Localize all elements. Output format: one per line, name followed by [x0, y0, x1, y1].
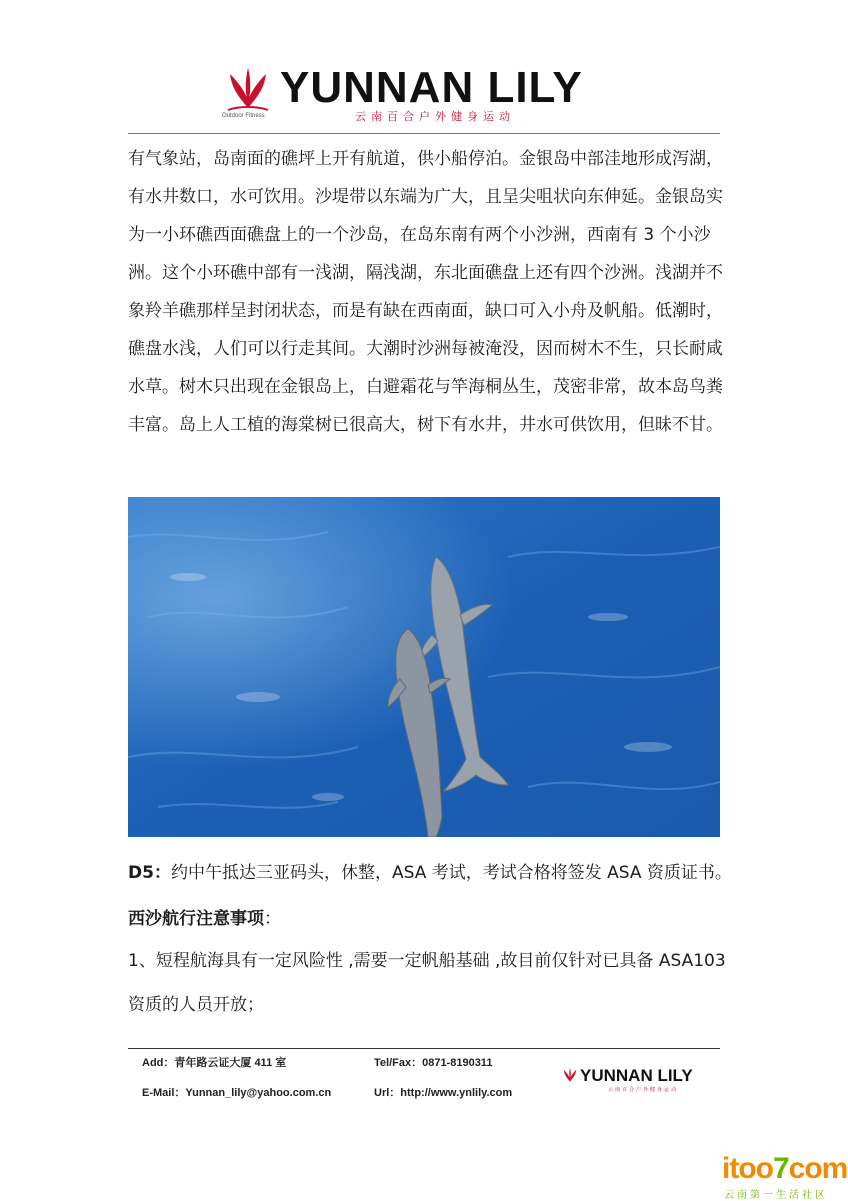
d5-text: 约中午抵达三亚码头，休整，ASA 考试，考试合格将签发 ASA 资质证书。 — [170, 863, 732, 883]
body-line: 象羚羊礁那样呈封闭状态，而是有缺在西南面，缺口可入小舟及帆船。低潮时， — [128, 301, 723, 321]
footer-address: Add：青年路云证大厦 411 室 — [142, 1057, 287, 1069]
footer-divider — [128, 1048, 720, 1049]
footer-email: E-Mail：Yunnan_lily@yahoo.com.cn — [142, 1087, 332, 1099]
d5-label: D5： — [128, 863, 171, 883]
page-header — [0, 0, 848, 135]
body-line: 有气象站，岛南面的礁坪上开有航道，供小船停泊。金银岛中部洼地形成泻湖， — [128, 149, 723, 169]
dolphins-photo — [128, 497, 720, 837]
watermark-part-c: com — [788, 1152, 848, 1185]
watermark-subtitle: 云南第一生活社区 — [724, 1190, 828, 1201]
header-divider — [128, 133, 720, 134]
footer-brand-cn: 云南百合户外健身运动 — [608, 1087, 679, 1093]
brand-tagline-cn: 云南百合户外健身运动 — [355, 110, 515, 123]
body-line: 为一小环礁西面礁盘上的一个沙岛，在岛东南有两个小沙洲，西南有 3 个小沙 — [128, 225, 711, 245]
footer-url: Url：http://www.ynlily.com — [374, 1087, 513, 1099]
body-line: 水草。树木只出现在金银岛上，白避霜花与竿海桐丛生，茂密非常，故本岛鸟粪 — [128, 377, 723, 397]
brand-tagline-en: Outdoor Fitness — [222, 113, 265, 119]
watermark-part-a: itoo — [722, 1152, 773, 1185]
body-line: 有水井数口，水可饮用。沙堤带以东端为广大，且呈尖咀状向东伸延。金银岛实 — [128, 187, 723, 207]
brand-name: YUNNAN LILY — [280, 63, 583, 112]
body-paragraph — [128, 140, 723, 444]
body-line: 洲。这个小环礁中部有一浅湖，隔浅湖，东北面礁盘上还有四个沙洲。浅湖并不 — [128, 263, 723, 283]
lily-logo-icon — [222, 64, 274, 114]
d5-paragraph — [128, 858, 732, 883]
body-line: 礁盘水浅，人们可以行走其间。大潮时沙洲每被淹没，因而树木不生，只长耐咸 — [128, 339, 723, 359]
notes-heading-title: 西沙航行注意事项 — [128, 909, 264, 929]
note-1-line-2: 资质的人员开放； — [128, 995, 264, 1015]
notes-heading-colon: ： — [264, 909, 281, 929]
note-1-line-1: 1、短程航海具有一定风险性 ,需要一定帆船基础 ,故目前仅针对已具备 ASA103 — [128, 951, 726, 971]
site-watermark — [722, 1152, 847, 1186]
footer-telfax: Tel/Fax：0871-8190311 — [374, 1057, 493, 1069]
footer-brand: YUNNAN LILY — [580, 1066, 693, 1085]
footer-lily-logo-icon — [561, 1066, 579, 1084]
body-line: 丰富。岛上人工植的海棠树已很高大，树下有水井，井水可供饮用，但昧不甘。 — [128, 415, 723, 435]
watermark-part-b: 7 — [772, 1152, 789, 1185]
notes-heading — [128, 904, 728, 929]
